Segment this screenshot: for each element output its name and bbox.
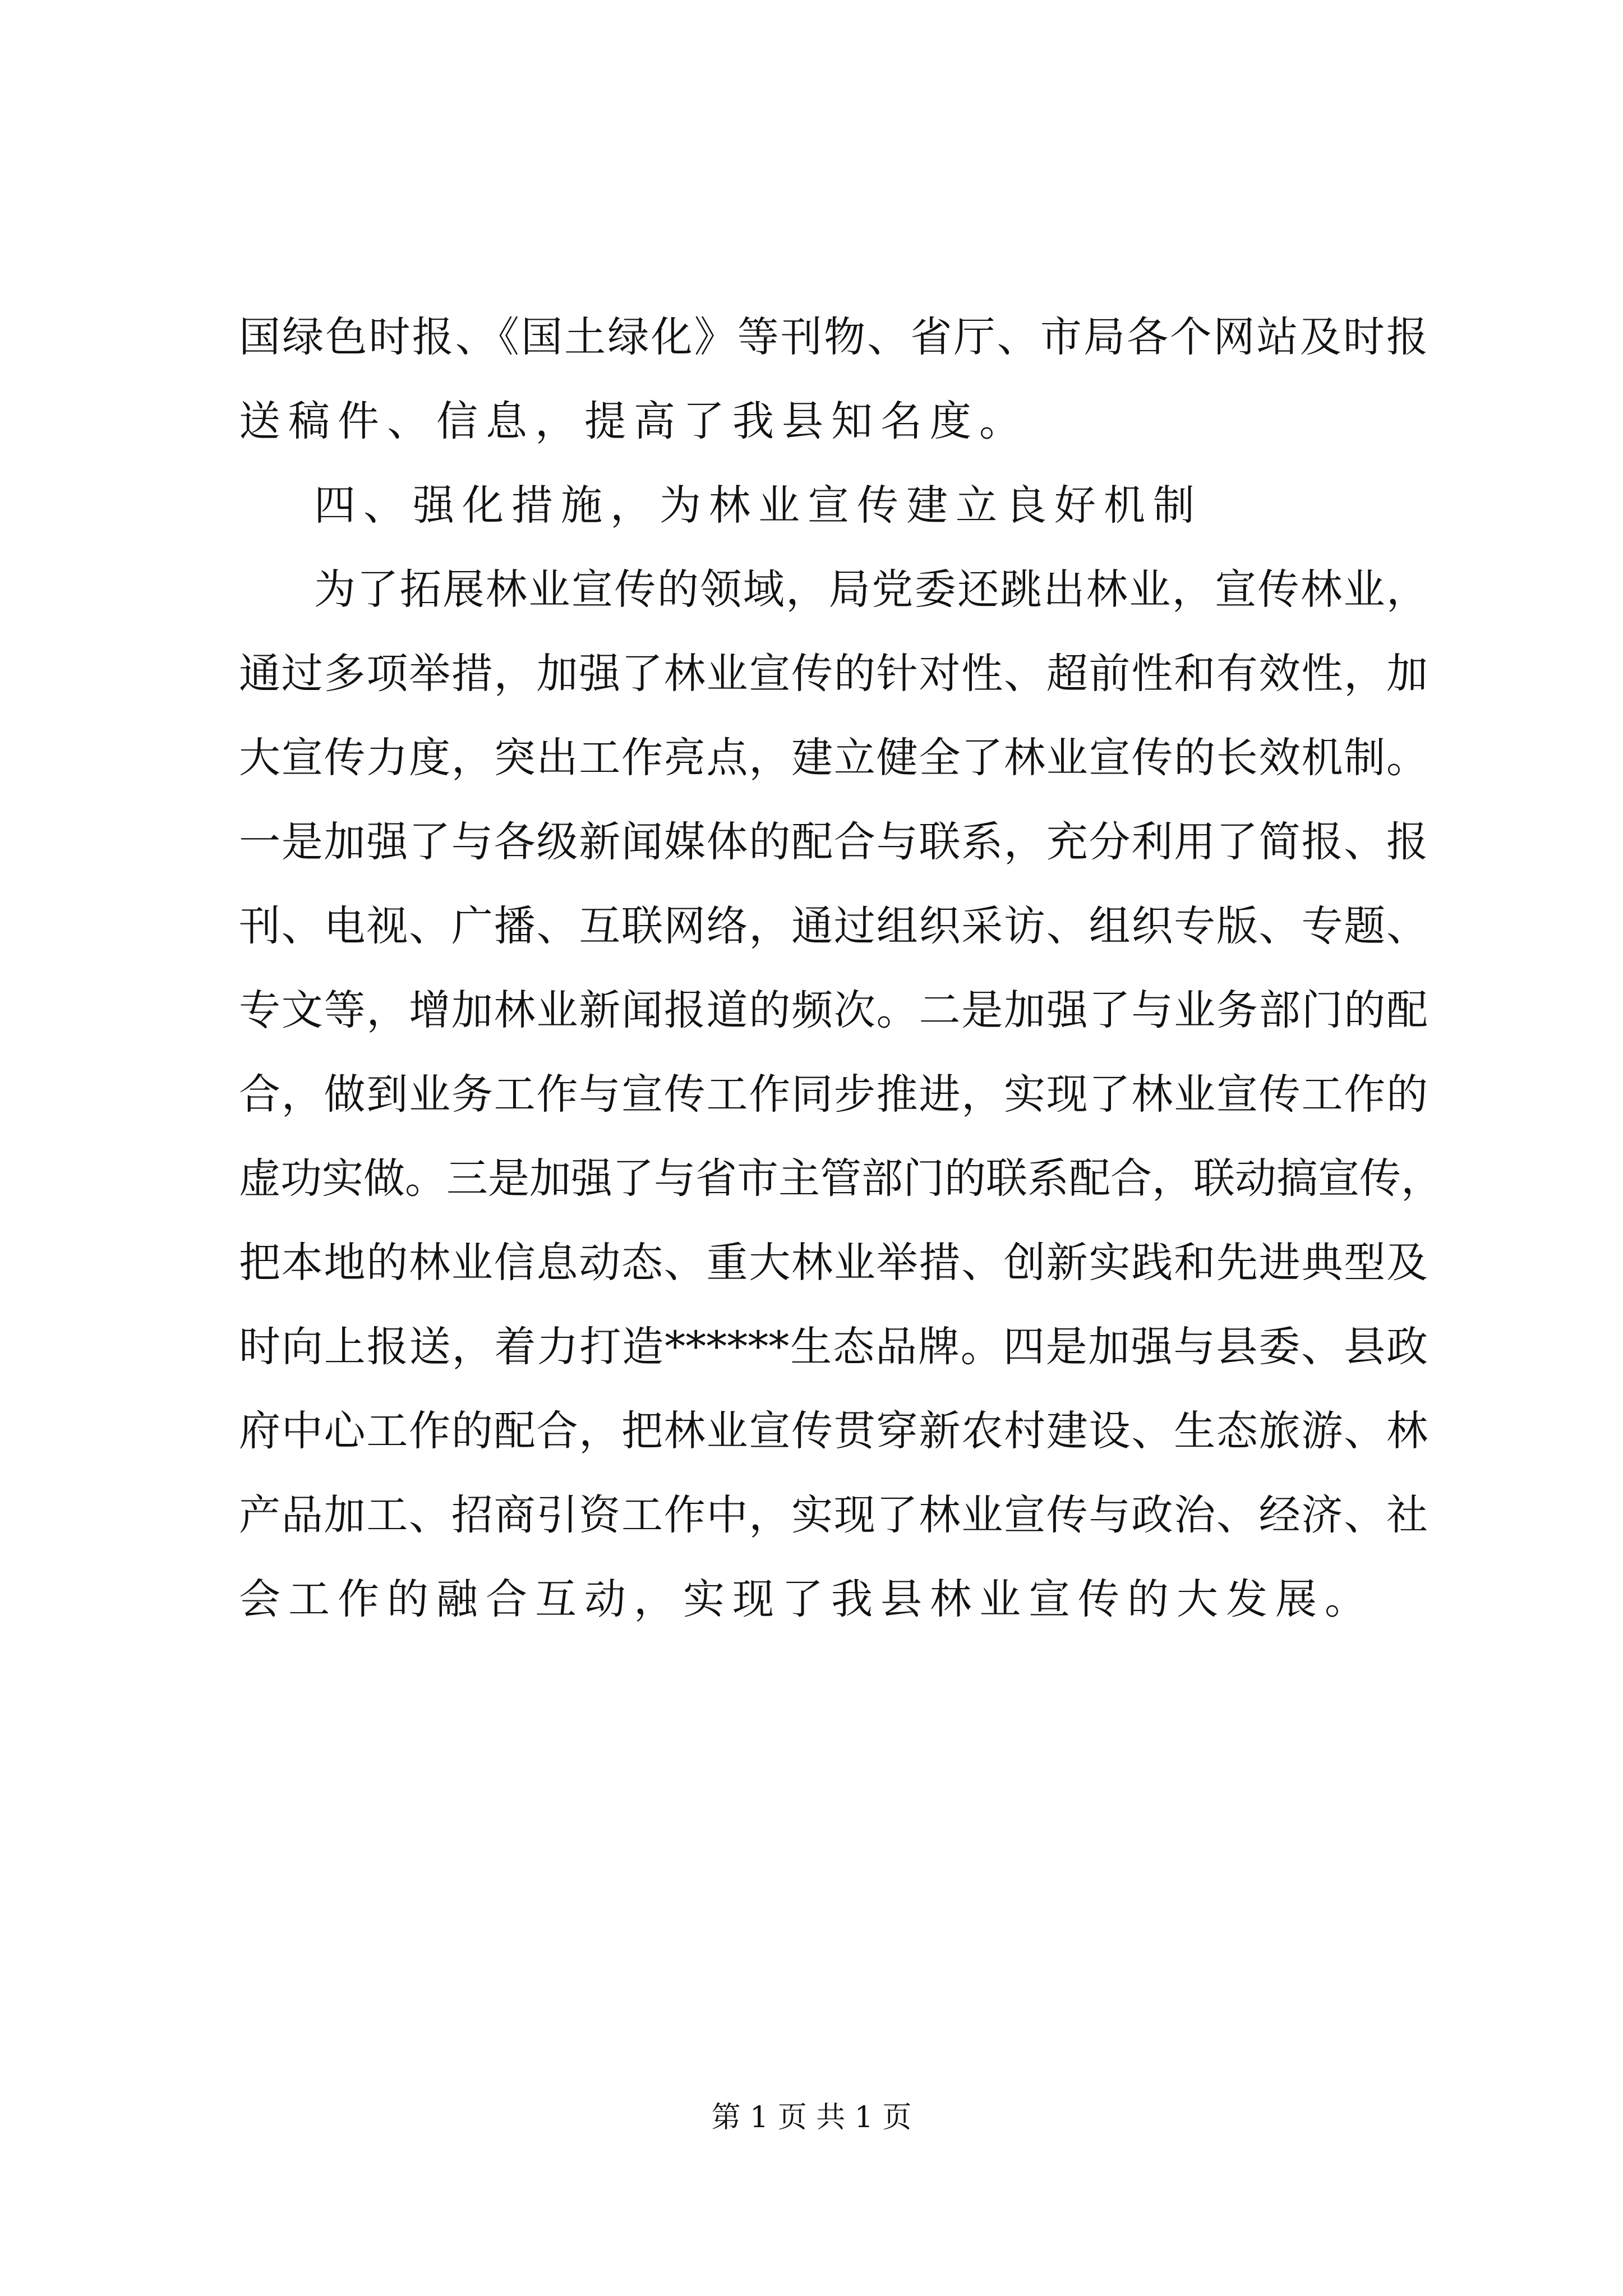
body-text-line: 大宣传力度，突出工作亮点，建立健全了林业宣传的长效机制。 bbox=[239, 734, 1428, 782]
body-text-line: 时向上报送，着力打造******生态品牌。四是加强与县委、县政 bbox=[239, 1323, 1428, 1371]
body-text-line: 虚功实做。三是加强了与省市主管部门的联系配合，联动搞宣传， bbox=[239, 1154, 1442, 1203]
body-text-line: 为了拓展林业宣传的领域，局党委还跳出林业，宣传林业， bbox=[314, 565, 1428, 614]
section-heading: 四、强化措施，为林业宣传建立良好机制 bbox=[314, 481, 1202, 530]
body-text-line: 送稿件、信息，提高了我县知名度。 bbox=[239, 397, 1029, 445]
body-text-line: 府中心工作的配合，把林业宣传贯穿新农村建设、生态旅游、林 bbox=[239, 1407, 1428, 1455]
body-text-line: 通过多项举措，加强了林业宣传的针对性、超前性和有效性，加 bbox=[239, 650, 1428, 698]
body-text-line: 国绿色时报、《国土绿化》等刊物、省厅、市局各个网站及时报 bbox=[239, 313, 1428, 361]
body-text-line: 专文等，增加林业新闻报道的频次。二是加强了与业务部门的配 bbox=[239, 986, 1428, 1034]
body-text-line: 会工作的融合互动，实现了我县林业宣传的大发展。 bbox=[239, 1575, 1374, 1623]
page-number-footer: 第 1 页 共 1 页 bbox=[711, 2101, 912, 2134]
body-text-line: 产品加工、招商引资工作中，实现了林业宣传与政治、经济、社 bbox=[239, 1491, 1428, 1539]
body-text-line: 合，做到业务工作与宣传工作同步推进，实现了林业宣传工作的 bbox=[239, 1070, 1428, 1119]
body-text-line: 刊、电视、广播、互联网络，通过组织采访、组织专版、专题、 bbox=[239, 902, 1428, 950]
body-text-line: 一是加强了与各级新闻媒体的配合与联系，充分利用了简报、报 bbox=[239, 818, 1428, 866]
body-text-line: 把本地的林业信息动态、重大林业举措、创新实践和先进典型及 bbox=[239, 1239, 1428, 1287]
